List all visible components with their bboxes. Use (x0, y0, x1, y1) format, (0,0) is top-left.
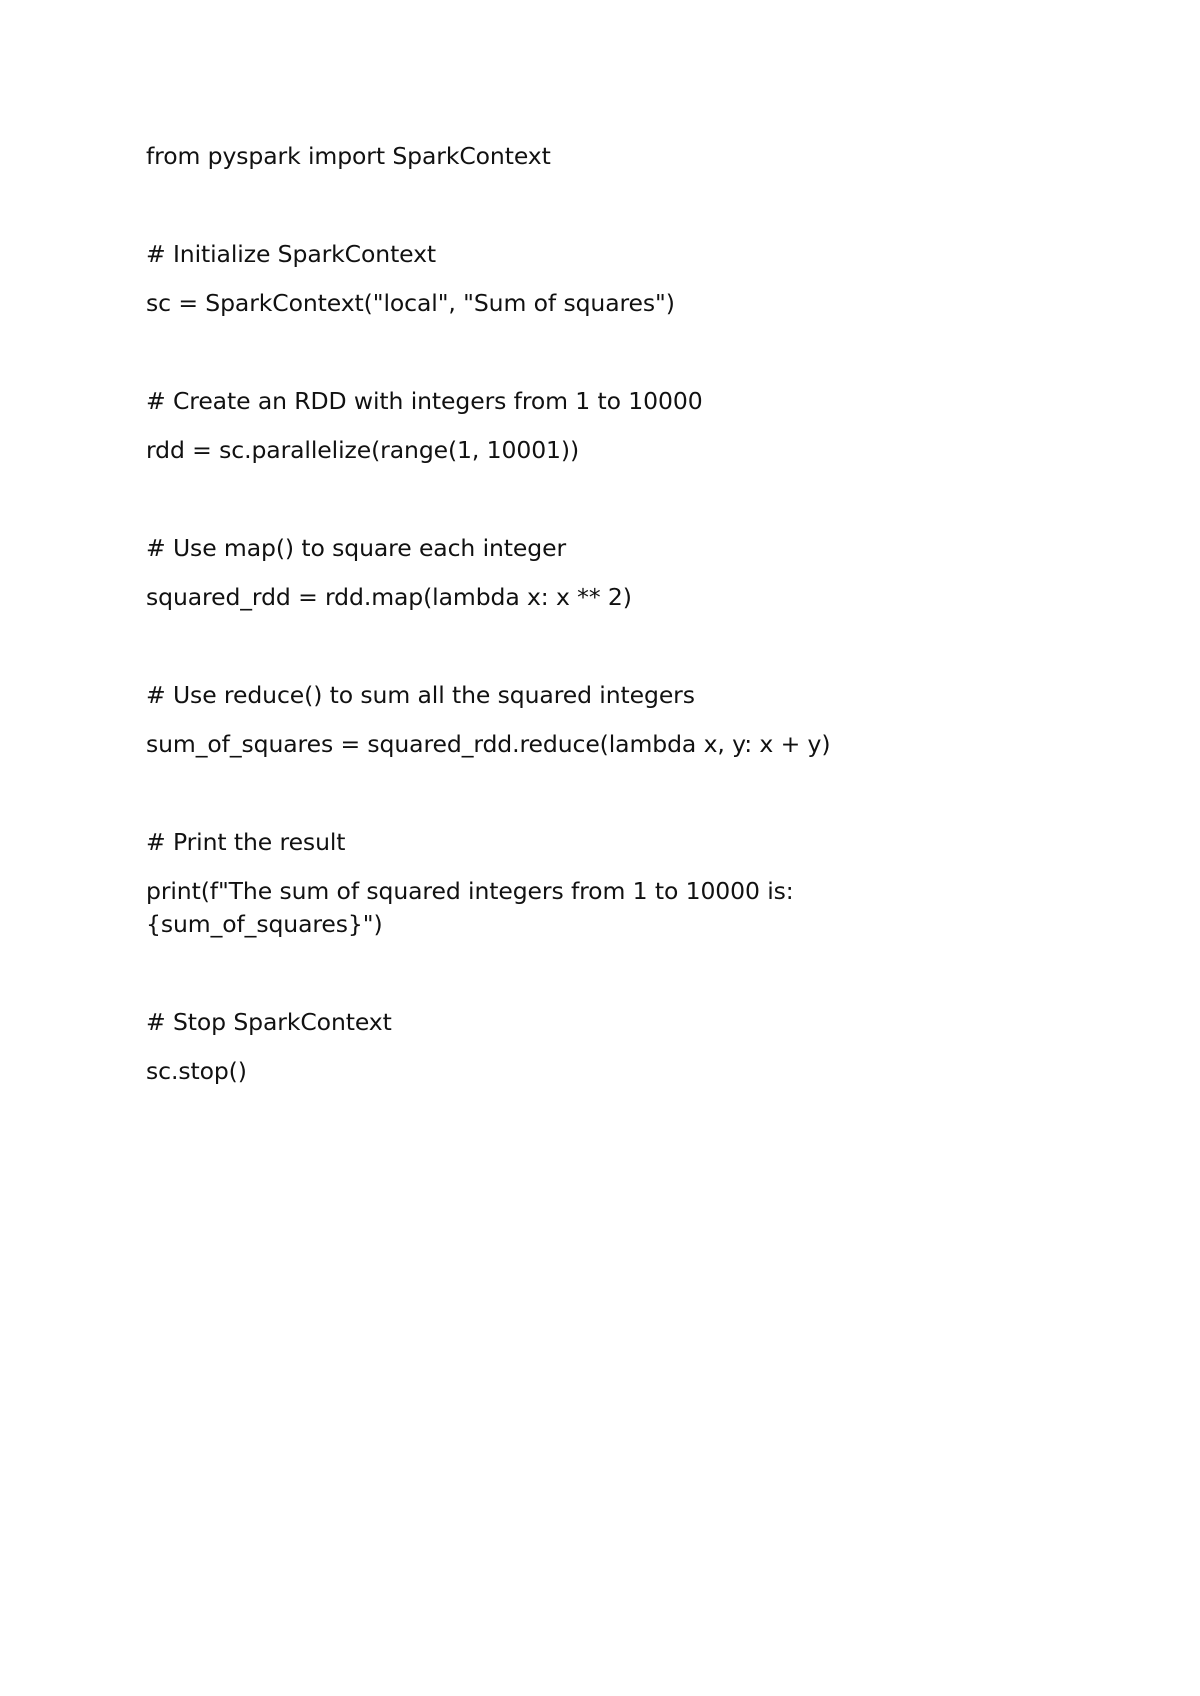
map-line: squared_rdd = rdd.map(lambda x: x ** 2) (146, 583, 632, 611)
parallelize-line: rdd = sc.parallelize(range(1, 10001)) (146, 436, 580, 464)
import-line: from pyspark import SparkContext (146, 142, 551, 170)
comment-create-rdd: # Create an RDD with integers from 1 to 10000 (146, 387, 703, 415)
comment-print: # Print the result (146, 828, 346, 856)
reduce-line: sum_of_squares = squared_rdd.reduce(lambda x, y: x + y) (146, 730, 831, 758)
code-text (146, 140, 1106, 1088)
sparkcontext-line: sc = SparkContext("local", "Sum of squares") (146, 289, 675, 317)
comment-stop: # Stop SparkContext (146, 1008, 392, 1036)
comment-map: # Use map() to square each integer (146, 534, 567, 562)
comment-initialize: # Initialize SparkContext (146, 240, 437, 268)
stop-line: sc.stop() (146, 1057, 247, 1085)
comment-reduce: # Use reduce() to sum all the squared integers (146, 681, 695, 709)
print-line: print(f"The sum of squared integers from 1 to 10000 is: {sum_of_squares}") (146, 877, 801, 938)
